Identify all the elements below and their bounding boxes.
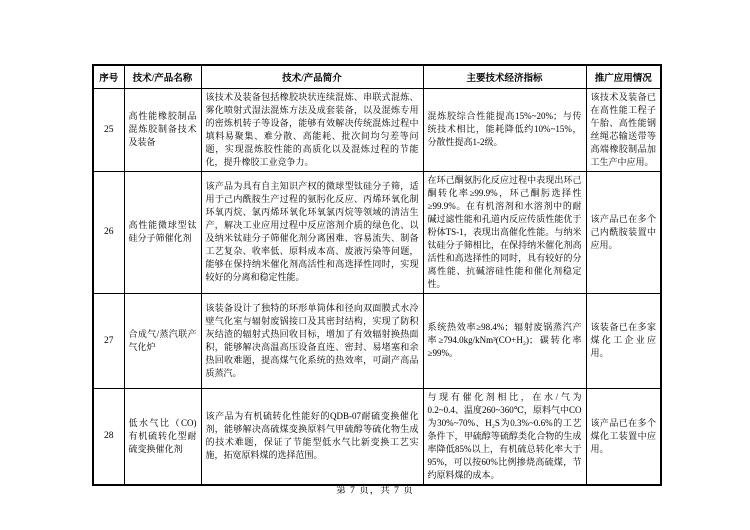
page-number-footer: 第 7 页，共 7 页 xyxy=(336,486,414,496)
product-name-cell: 高性能微球型钛硅分子筛催化剂 xyxy=(124,171,201,293)
product-intro-cell: 该装备设计了独特的环形单筒体和径向双面膜式水冷壁气化室与辐射废锅接口及其密封结构，实现了防积灰结渣的辐射式热回收目标，增加了有效辐射换热面积，能够解决高温高压设备直连、密封、易堵塞和余热回收难题，提高煤气化系统的热效率，可副产高品质蒸汽。 xyxy=(201,293,423,388)
application-status-cell: 该装备已在多家煤化工企业应用。 xyxy=(586,293,661,388)
table-row xyxy=(93,388,661,485)
header-application-status: 推广应用情况 xyxy=(586,65,661,88)
header-product-intro: 技术/产品简介 xyxy=(201,65,423,88)
serial-number-cell: 25 xyxy=(93,88,124,171)
header-product-name: 技术/产品名称 xyxy=(124,65,201,88)
table-header-row xyxy=(93,65,661,88)
application-status-cell: 该产品已在多个己内酰胺装置中应用。 xyxy=(586,171,661,293)
serial-number-cell: 28 xyxy=(93,388,124,485)
table-row xyxy=(93,293,661,388)
economic-indicators-cell: 在环己酮氨肟化反应过程中表现出环己酮转化率≥99.9%，环己酮肟选择性≥99.9%。在有机溶剂和水溶剂中的耐碱过滤性能和孔道内反应传质性能优于粉体TS-1，表现出高催化性能。与纳米钛硅分子筛相比，在保持纳米催化剂高活性和高选择性的同时，具有较好的分离性能、抗碱溶硅性能和催化剂稳定性。 xyxy=(423,171,586,293)
table-row xyxy=(93,171,661,293)
table-row xyxy=(93,88,661,171)
header-serial-number: 序号 xyxy=(93,65,124,88)
economic-indicators-cell: 系统热效率≥98.4%；辐射废锅蒸汽产率≥794.0kg/kNm³(CO+H₂)；碳转化率≥99%。 xyxy=(423,293,586,388)
product-name-cell: 低水气比（CO)有机硫转化型耐硫变换催化剂 xyxy=(124,388,201,485)
product-intro-cell: 该产品为有机硫转化性能好的QDB-07耐硫变换催化剂，能够解决高硫煤变换原料气甲硫醇等硫化物生成的技术难题，保证了节能型低水气比新变换工艺实施，拓宽原料煤的选择范围。 xyxy=(201,388,423,485)
economic-indicators-cell: 与现有催化剂相比，在水/气为0.2~0.4、温度260~360℃，原料气中CO为30%~70%、H₂S为0.3%~0.6%的工艺条件下，甲硫醇等硫醇类化合物的生成率降低85%以上，有机硫总转化率大于95%，可以按60%比例掺烧高硫煤，节约原料煤的成本。 xyxy=(423,388,586,485)
header-economic-indicators: 主要技术经济指标 xyxy=(423,65,586,88)
product-name-cell: 合成气/蒸汽联产气化炉 xyxy=(124,293,201,388)
serial-number-cell: 27 xyxy=(93,293,124,388)
product-intro-cell: 该产品为具有自主知识产权的微球型钛硅分子筛，适用于己内酰胺生产过程的氨肟化反应、丙烯环氧化制环氧丙烷、氯丙烯环氧化环氧氯丙烷等领域的清洁生产，解决工业应用过程中反应溶剂介质的绿色化、以及纳米钛硅分子筛催化剂分离困难、容易流失、制备工艺复杂、收率低、原料成本高、废液污染等问题，能够在保持纳米催化剂高活性和高选择性同时，实现较好的分离和稳定性能。 xyxy=(201,171,423,293)
product-name-cell: 高性能橡胶制品混炼胶制备技术及装备 xyxy=(124,88,201,171)
serial-number-cell: 26 xyxy=(93,171,124,293)
technology-product-table xyxy=(92,64,662,486)
economic-indicators-cell: 混炼胶综合性能提高15%~20%；与传统技术相比，能耗降低约10%~15%，分散性提高1-2级。 xyxy=(423,88,586,171)
product-intro-cell: 该技术及装备包括橡胶块状连续混炼、串联式混炼、雾化喷射式湿法混炼方法及成套装备，以及混炼专用的密炼机转子等设备，能够有效解决传统混炼过程中填料易聚集、难分散、高能耗、批次间均匀差等问题，实现混炼胶性能的高质化以及混炼过程的节能化，提升橡胶工业竞争力。 xyxy=(201,88,423,171)
application-status-cell: 该产品已在多个煤化工装置中应用。 xyxy=(586,388,661,485)
application-status-cell: 该技术及装备已在高性能工程子午胎、高性能钢丝绳芯输送带等高端橡胶制品加工生产中应用。 xyxy=(586,88,661,171)
